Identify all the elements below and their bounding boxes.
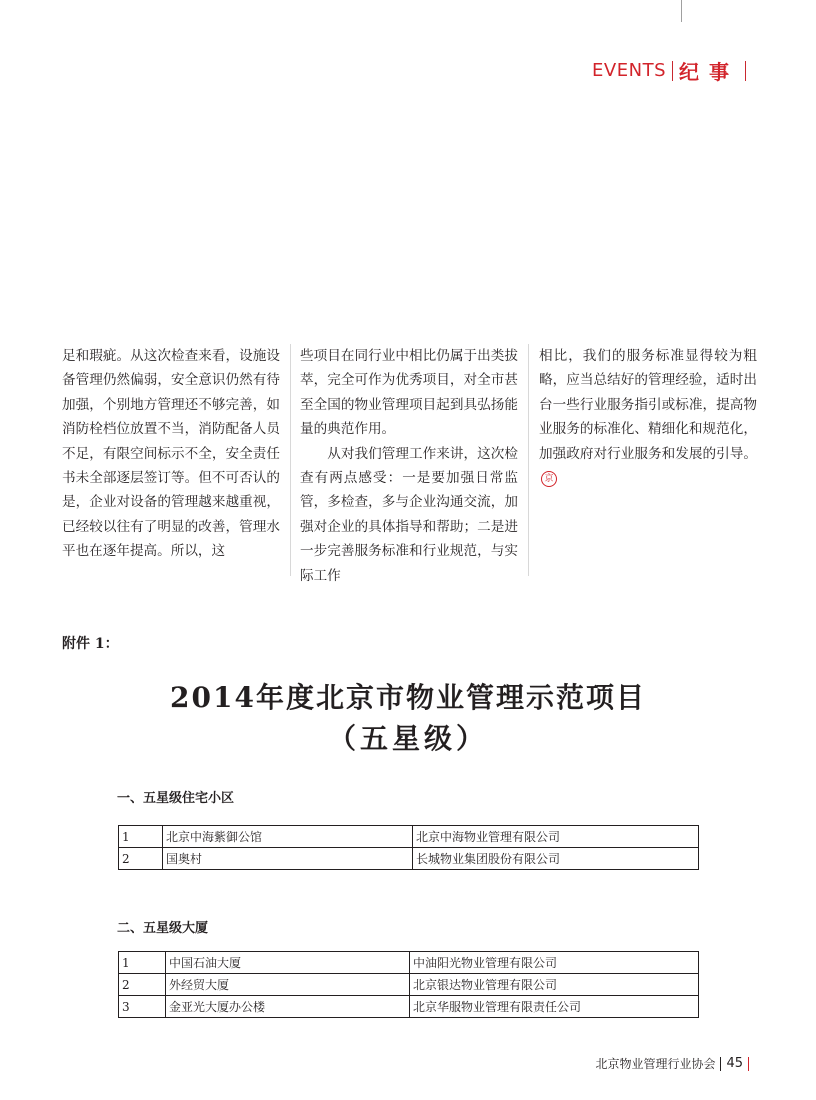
header-section-cn: 纪事 [679, 60, 739, 84]
residential-table [118, 825, 699, 870]
top-rule [681, 0, 682, 22]
company-name: 长城物业集团股份有限公司 [413, 848, 699, 870]
article-paragraph: 些项目在同行业中相比仍属于出类拔萃，完全可作为优秀项目，对全市甚至全国的物业管理项目起到具弘扬能量的典范作用。 [300, 348, 518, 438]
section-title-building: 二、五星级大厦 [117, 921, 209, 936]
page-subtitle: （五星级） [327, 722, 488, 755]
header-events-label: EVENTS [592, 60, 666, 81]
row-number: 1 [119, 952, 166, 974]
project-name: 金亚光大厦办公楼 [166, 996, 410, 1018]
project-name: 北京中海紫御公馆 [163, 826, 413, 848]
article-column-1 [62, 344, 280, 564]
project-name: 外经贸大厦 [166, 974, 410, 996]
attachment-label: 附件 1： [62, 636, 119, 652]
section-header [592, 56, 752, 85]
article-paragraph: 从对我们管理工作来讲，这次检查有两点感受：一是要加强日常监管，多检查，多与企业沟通交流，加强对企业的具体指导和帮助；二是进一步完善服务标准和行业规范，与实际工作 [300, 445, 518, 584]
page-footer [595, 1055, 754, 1072]
table-row [119, 974, 699, 996]
table-row [119, 826, 699, 848]
page-number: 45 [726, 1056, 743, 1071]
column-divider [528, 344, 529, 576]
header-divider [672, 61, 673, 81]
table-row [119, 848, 699, 870]
end-mark-icon: 京 [541, 471, 557, 487]
row-number: 1 [119, 826, 163, 848]
footer-divider [720, 1057, 721, 1071]
project-name: 国奥村 [163, 848, 413, 870]
page-title: 2014年度北京市物业管理示范项目 [170, 681, 646, 714]
article-paragraph [539, 344, 757, 490]
row-number: 3 [119, 996, 166, 1018]
column-divider [290, 344, 291, 576]
row-number: 2 [119, 848, 163, 870]
header-divider-end [745, 61, 746, 81]
article-column-2 [300, 344, 518, 588]
footer-divider-accent [748, 1057, 749, 1071]
company-name: 北京银达物业管理有限公司 [410, 974, 699, 996]
project-name: 中国石油大厦 [166, 952, 410, 974]
article-columns [62, 344, 762, 584]
table-row [119, 952, 699, 974]
article-text: 相比，我们的服务标准显得较为粗略，应当总结好的管理经验，适时出台一些行业服务指引或标准，提高物业服务的标准化、精细化和规范化，加强政府对行业服务和发展的引导。 [539, 348, 757, 462]
company-name: 北京华服物业管理有限责任公司 [410, 996, 699, 1018]
article-column-3 [539, 344, 757, 490]
building-table [118, 951, 699, 1018]
section-title-residential: 一、五星级住宅小区 [117, 791, 235, 806]
company-name: 北京中海物业管理有限公司 [413, 826, 699, 848]
article-paragraph: 足和瑕疵。从这次检查来看，设施设备管理仍然偏弱，安全意识仍然有待加强，个别地方管理还不够完善，如消防栓档位放置不当，消防配备人员不足，有限空间标示不全，安全责任书未全部逐层签订等。但不可否认的是，企业对设备的管理越来越重视，已经较以往有了明显的改善，管理水平也在逐年提高。所以，这 [62, 348, 280, 560]
table-row [119, 996, 699, 1018]
company-name: 中油阳光物业管理有限公司 [410, 952, 699, 974]
row-number: 2 [119, 974, 166, 996]
footer-association: 北京物业管理行业协会 [595, 1057, 716, 1071]
